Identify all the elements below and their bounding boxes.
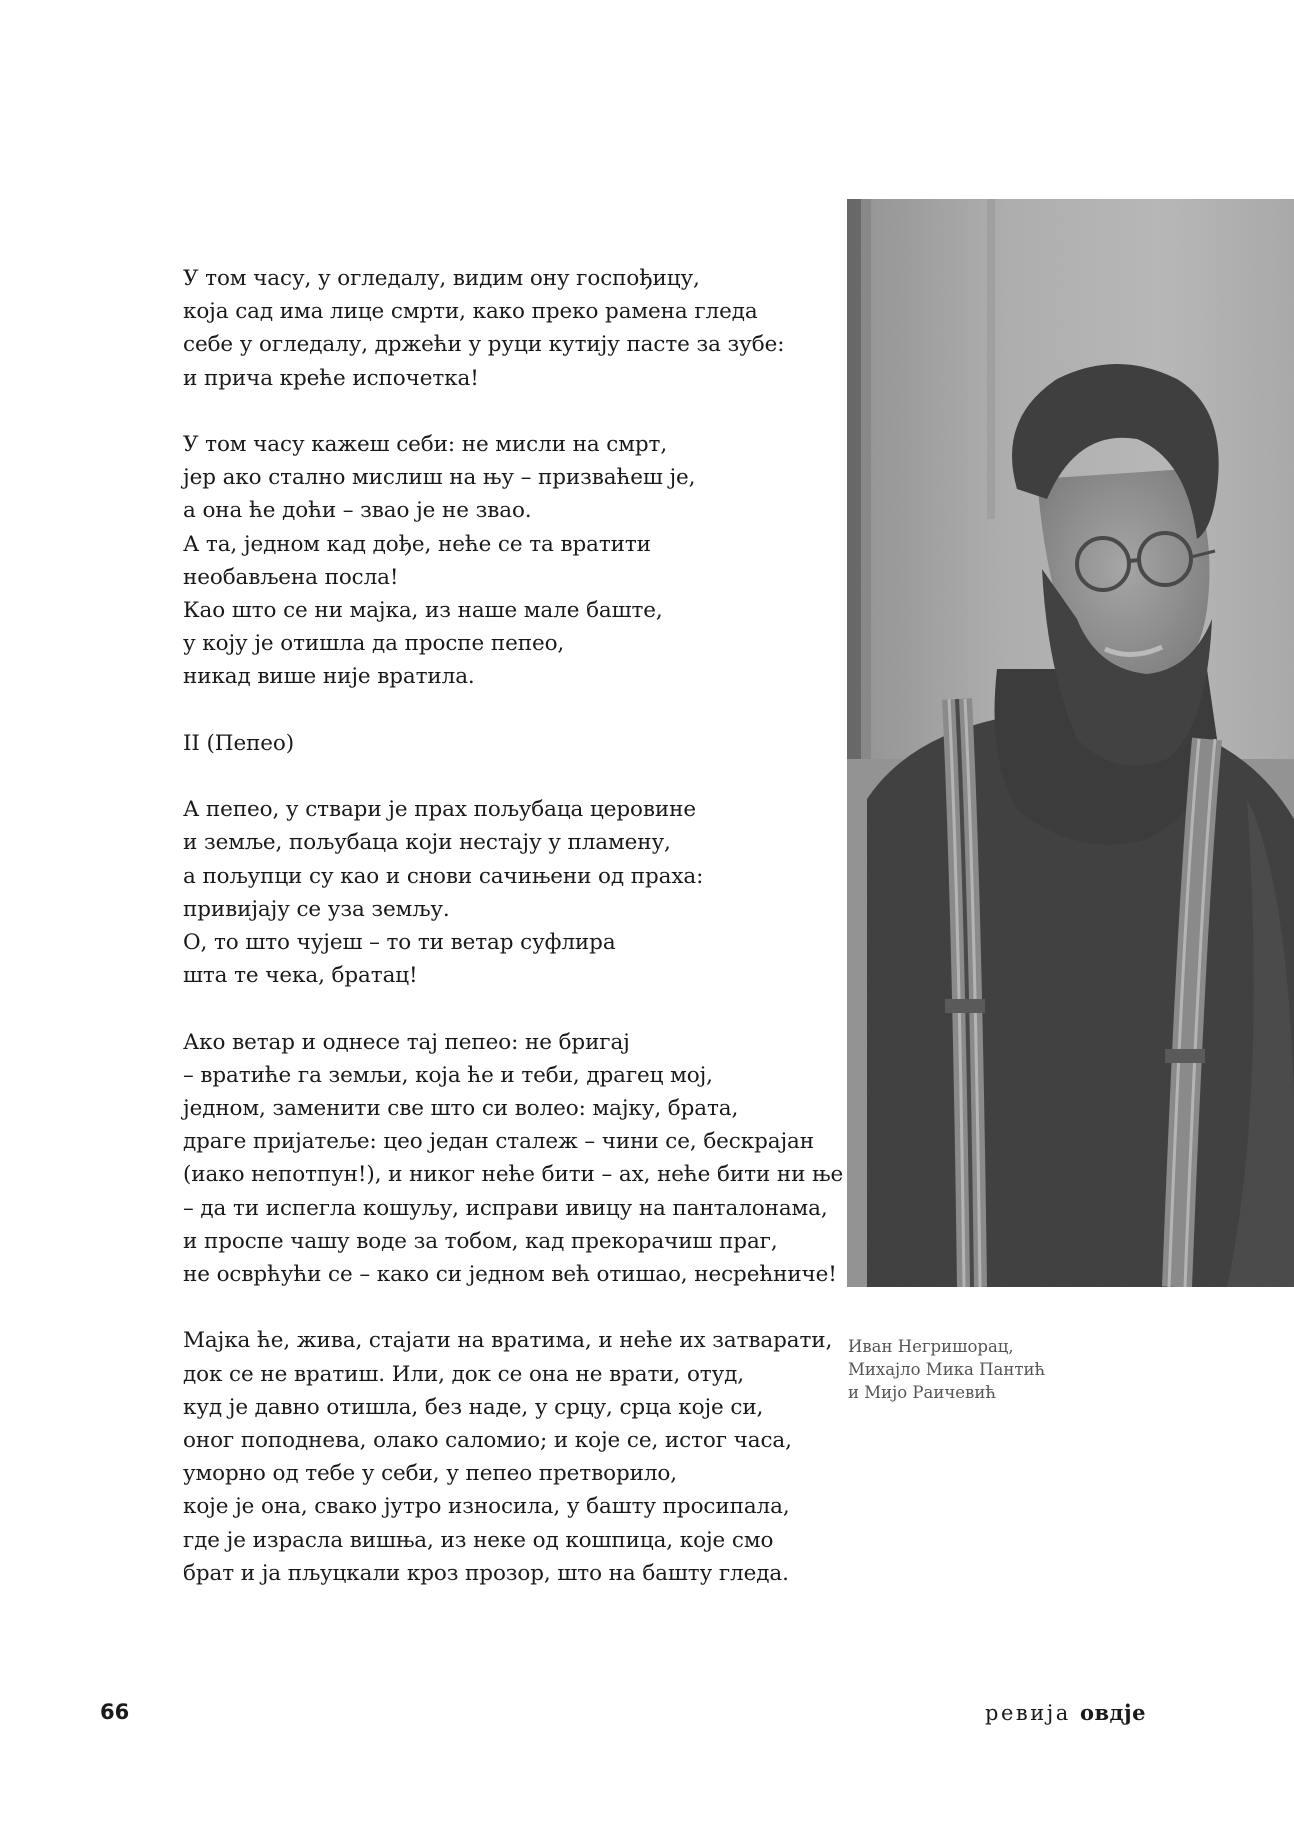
- stanza: [183, 1026, 844, 1292]
- poem-line: себе у огледалу, држећи у руци кутију пасте за зубе:: [183, 332, 785, 358]
- poem-line: које је она, свако јутро износила, у башту просипала,: [183, 1494, 790, 1520]
- magazine-prefix: ревија: [985, 1701, 1071, 1725]
- magazine-title: [985, 1700, 1146, 1725]
- poem-line: – да ти испегла кошуљу, исправи ивицу на панталонама,: [183, 1195, 828, 1221]
- poem-line: а пољупци су као и снови сачињени од праха:: [183, 863, 704, 889]
- stanza: [183, 262, 823, 395]
- poem-line: А пепео, у ствари је прах пољубаца церовине: [183, 797, 696, 823]
- poem-line: и земље, пољубаца који нестају у пламену,: [183, 830, 671, 856]
- page-number: 66: [100, 1700, 130, 1724]
- poem-text: [183, 262, 844, 1623]
- poem-line: а она ће доћи – звао је не звао.: [183, 498, 532, 524]
- poem-line: шта те чека, братац!: [183, 963, 418, 989]
- poem-line: У том часу, у огледалу, видим ону госпођицу,: [183, 266, 700, 291]
- caption-line: Иван Негришорац,: [848, 1337, 1014, 1356]
- poem-line: А та, једном кад дође, неће се та вратити: [183, 531, 651, 557]
- stanza: [183, 727, 823, 760]
- poem-line: привијају се уза земљу.: [183, 896, 450, 922]
- poem-line: и проспе чашу воде за тобом, кад прекорачиш праг,: [183, 1228, 778, 1254]
- poem-line: (иако непотпун!), и никог неће бити – ах, неће бити ни ње: [183, 1162, 844, 1188]
- poem-line: јер ако стално мислиш на њу – призваћеш је,: [183, 465, 696, 491]
- poem-line: необављена посла!: [183, 564, 399, 590]
- poem-line: драге пријатеље: цео један сталеж – чини се, бескрајан: [183, 1129, 814, 1155]
- poem-line: О, то што чујеш – то ти ветар суфлира: [183, 930, 616, 956]
- poem-line: у коју је отишла да проспе пепео,: [183, 631, 565, 657]
- portrait-photo: [847, 199, 1294, 1287]
- poem-line: уморно од тебе у себи, у пепео претворило,: [183, 1461, 677, 1487]
- poem-line: брат и ја пљуцкали кроз прозор, што на башту гледа.: [183, 1560, 789, 1586]
- poem-line: Ако ветар и однесе тај пепео: не бригај: [183, 1029, 630, 1055]
- stanza: [183, 1324, 833, 1590]
- poem-line: Мајка ће, жива, стајати на вратима, и неће их затварати,: [183, 1328, 833, 1354]
- poem-line: II (Пепео): [183, 730, 295, 756]
- poem-line: и прича креће испочетка!: [183, 365, 479, 391]
- photo-caption: [848, 1335, 1148, 1404]
- poem-line: никад више није вратила.: [183, 664, 475, 690]
- poem-line: која сад има лице смрти, како преко рамена гледа: [183, 299, 758, 325]
- bearded-man-photo-illustration: [847, 199, 1294, 1287]
- poem-line: где је израсла вишња, из неке од кошпица, које смо: [183, 1527, 774, 1553]
- poem-line: У том часу кажеш себи: не мисли на смрт,: [183, 432, 668, 457]
- stanza: [183, 793, 823, 992]
- poem-line: – вратиће га земљи, која ће и теби, драгец мој,: [183, 1062, 713, 1088]
- poem-line: куд је давно отишла, без наде, у срцу, срца које си,: [183, 1394, 764, 1420]
- caption-line: и Мијо Раичевић: [848, 1383, 996, 1402]
- poem-line: оног поподнева, олако саломио; и које се, истог часа,: [183, 1428, 792, 1454]
- poem-line: једном, заменити све што си волео: мајку, брата,: [183, 1096, 739, 1122]
- poem-line: не осврћући се – како си једном већ отишао, несрећниче!: [183, 1262, 837, 1288]
- stanza: [183, 428, 823, 694]
- caption-line: Михајло Мика Пантић: [848, 1360, 1046, 1379]
- poem-line: Као што се ни мајка, из наше мале баште,: [183, 598, 663, 624]
- magazine-name: овдје: [1079, 1700, 1146, 1725]
- poem-line: док се не вратиш. Или, док се она не врати, отуд,: [183, 1361, 745, 1387]
